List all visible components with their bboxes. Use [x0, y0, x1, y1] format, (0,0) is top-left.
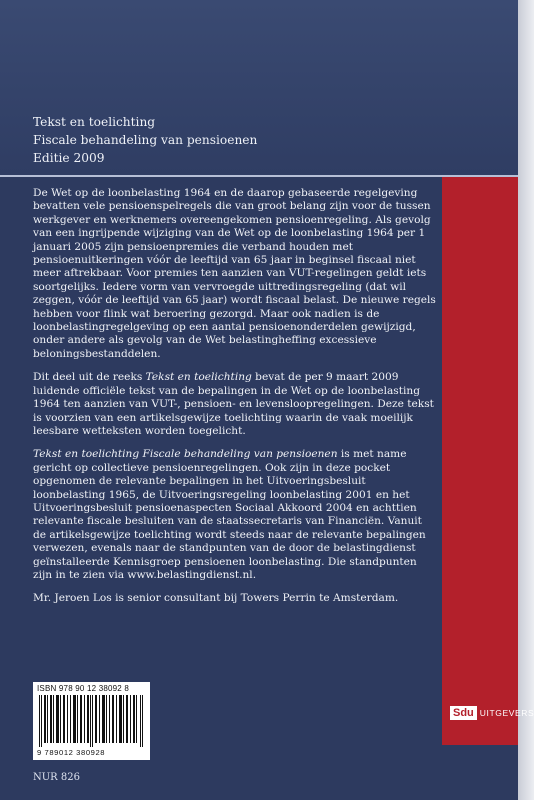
- series-title: Tekst en toelichting: [33, 115, 156, 129]
- book-title-italic: Tekst en toelichting Fiscale behandeling van pensioenen: [33, 448, 338, 461]
- cover-divider: [0, 175, 518, 177]
- book-title: Fiscale behandeling van pensioenen: [33, 133, 258, 147]
- publisher-name: UITGEVERS: [479, 708, 534, 718]
- blurb: [33, 187, 438, 616]
- sdu-logo-mark: Sdu: [450, 706, 477, 720]
- barcode-icon: [37, 695, 146, 747]
- blurb-paragraph-2: [33, 371, 438, 438]
- edition: Editie 2009: [33, 151, 105, 165]
- blurb-text: Dit deel uit de reeks: [33, 371, 146, 384]
- page-edge: [518, 0, 534, 800]
- author-bio: Mr. Jeroen Los is senior consultant bij Towers Perrin te Amsterdam.: [33, 592, 399, 605]
- barcode-number: 9 789012 380928: [37, 748, 106, 757]
- blurb-paragraph-3: [33, 448, 438, 582]
- blurb-paragraph-1: De Wet op de loonbelasting 1964 en de daarop gebaseerde regelgeving bevatten vele pensioenspelregels die van groot belang zijn voor de tussen werkgever en werknemers overeengekomen pensioenregeling. Als gevolg van een ingrijpende wijziging van de Wet op de loonbelasting 1964 per 1 januari 2005 zijn pensioenpremies die verband houden met pensioenuitkeringen vóór de leeftijd van 65 jaar in beginsel fiscaal niet meer aftrekbaar. Voor premies ten aanzien van VUT-regelingen geldt iets soortgelijks. Iedere vorm van vervroegde uittredingsregeling (dat wil zeggen, vóór de leeftijd van 65 jaar) wordt fiscaal belast. De nieuwe regels hebben voor flink wat beroering gezorgd. Maar ook nadien is de loonbelastingregelgeving op een aantal pensioenonderdelen gewijzigd, onder andere als gevolg van de Wet belastingheffing excessieve beloningsbestanddelen.: [33, 187, 436, 360]
- barcode-box: [33, 682, 150, 760]
- blurb-text: bevat de per 9 maart 2009 luidende officiële tekst van de bepalingen in de Wet op de loonbelasting 1964 ten aanzien van VUT-, pensioen- en levensloopregelingen. Deze tekst is voorzien van een artikelsgewijze toelichting waarin de vaak moeilijk leesbare wetteksten worden toegelicht.: [33, 371, 434, 437]
- red-accent-panel: [442, 177, 518, 745]
- nur-code: NUR 826: [33, 772, 80, 783]
- isbn-label: ISBN 978 90 12 38092 8: [37, 684, 130, 693]
- series-header: [33, 113, 257, 167]
- series-name-italic: Tekst en toelichting: [145, 371, 252, 384]
- publisher-logo: [450, 706, 534, 720]
- blurb-text: is met name gericht op collectieve pensioenregelingen. Ook zijn in deze pocket opgenomen de relevante bepalingen in het Uitvoeringsbesluit loonbelasting 1965, de Uitvoeringsregeling loonbelasting 2001 en het Uitvoeringsbesluit pensioenaspecten Sociaal Akkoord 2004 en achttien relevante fiscale besluiten van de staatssecretaris van Financiën. Vanuit de artikelsgewijze toelichting wordt steeds naar de relevante bepalingen verwezen, evenals naar de standpunten van de door de belastingdienst geïnstalleerde Kennisgroep pensioenen loonbelasting. Die standpunten zijn in te zien via www.belastingdienst.nl.: [33, 448, 426, 581]
